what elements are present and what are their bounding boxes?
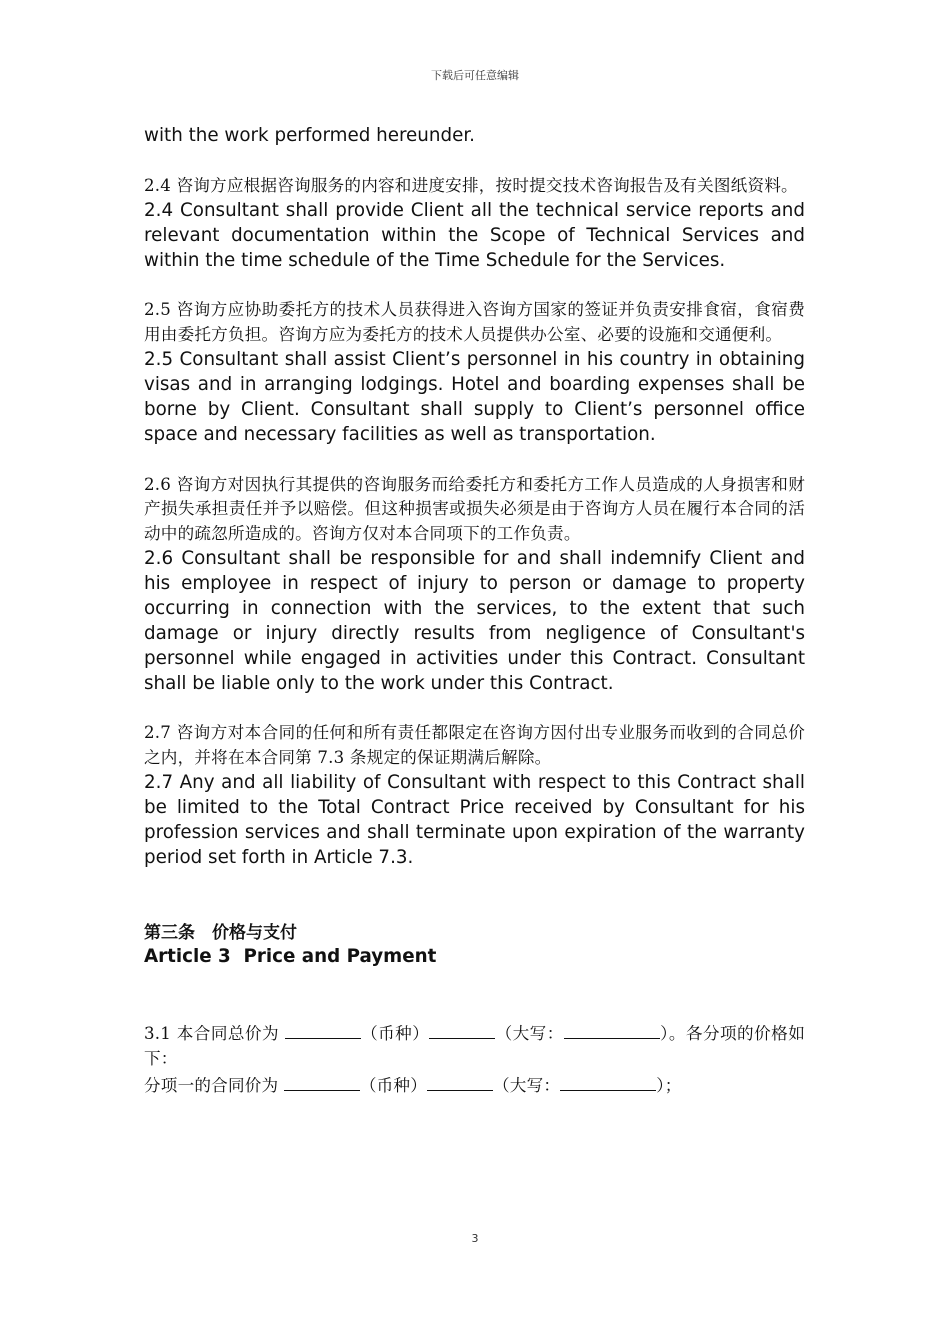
sub-item-1-upper-blank[interactable]: [560, 1072, 656, 1091]
clause-3-1-suffix: ）。各分项的价格如下：: [144, 1024, 806, 1069]
clause-2-7-english: 2.7 Any and all liability of Consultant with respect to this Contract shall be limited to the Total Contract Price received by Consultant for his profession services and shall terminate upon expiration of the warranty period set forth in Article 7.3.: [144, 772, 805, 868]
clause-3-1-prefix: 3.1 本合同总价为: [144, 1024, 285, 1044]
sub-item-1-amount-blank[interactable]: [284, 1072, 360, 1091]
sub-item-1-prefix: 分项一的合同价为: [144, 1075, 284, 1095]
clause-2-5-chinese: 2.5 咨询方应协助委托方的技术人员获得进入咨询方国家的签证并负责安排食宿，食宿费用由委托方负担。咨询方应为委托方的技术人员提供办公室、必要的设施和交通便利。: [144, 300, 805, 345]
sub-item-1-upper-label: （大写：: [493, 1075, 561, 1095]
article-3-heading-chinese: 第三条 价格与支付: [144, 922, 297, 943]
page-number: 3: [471, 1232, 479, 1245]
upper-amount-blank[interactable]: [564, 1020, 660, 1039]
total-price-amount-blank[interactable]: [285, 1020, 361, 1039]
sub-item-1-line: [144, 1072, 805, 1099]
sub-item-1-currency-label: （币种）: [359, 1075, 428, 1095]
clause-2-6-english: 2.6 Consultant shall be responsible for and shall indemnify Client and his employee in respect of injury to person or damage to property occurring in connection with the services, to the extent that such damage or injury directly results from negligence of Consultant's personnel while engaged in activities under this Contract. Consultant shall be liable only to the work under this Contract.: [144, 548, 805, 694]
currency-label: （币种）: [360, 1024, 430, 1044]
currency-blank[interactable]: [429, 1020, 495, 1039]
clause-2-5-english: 2.5 Consultant shall assist Client’s personnel in his country in obtaining visas and in arranging lodgings. Hotel and boarding expenses shall be borne by Client. Consultant shall supply to Client’s personnel office space and necessary facilities as well as transportation.: [144, 349, 805, 445]
clause-3-1: [144, 1020, 805, 1072]
clause-2-6-chinese: 2.6 咨询方对因执行其提供的咨询服务而给委托方和委托方工作人员造成的人身损害和财产损失承担责任并予以赔偿。但这种损害或损失必须是由于咨询方人员在履行本合同的活动中的疏忽所造成的。咨询方仅对本合同项下的工作负责。: [144, 474, 805, 544]
article-3-heading-english: Article 3 Price and Payment: [144, 946, 437, 968]
page-header: 下载后可任意编辑: [431, 69, 519, 82]
sub-item-1-suffix: ）；: [656, 1075, 682, 1095]
sub-item-1-currency-blank[interactable]: [427, 1072, 493, 1091]
clause-2-7-chinese: 2.7 咨询方对本合同的任何和所有责任都限定在咨询方因付出专业服务而收到的合同总价之内，并将在本合同第 7.3 条规定的保证期满后解除。: [144, 723, 805, 768]
clause-2-4-english: 2.4 Consultant shall provide Client all the technical service reports and relevant documentation within the Scope of Technical Services and within the time schedule of the Time Schedule for the Services.: [144, 199, 805, 271]
upper-amount-label: （大写：: [495, 1024, 564, 1044]
document-body: [144, 124, 805, 1099]
paragraph-continuation: with the work performed hereunder.: [144, 125, 475, 146]
clause-2-4-chinese: 2.4 咨询方应根据咨询服务的内容和进度安排，按时提交技术咨询报告及有关图纸资料。: [144, 175, 798, 195]
